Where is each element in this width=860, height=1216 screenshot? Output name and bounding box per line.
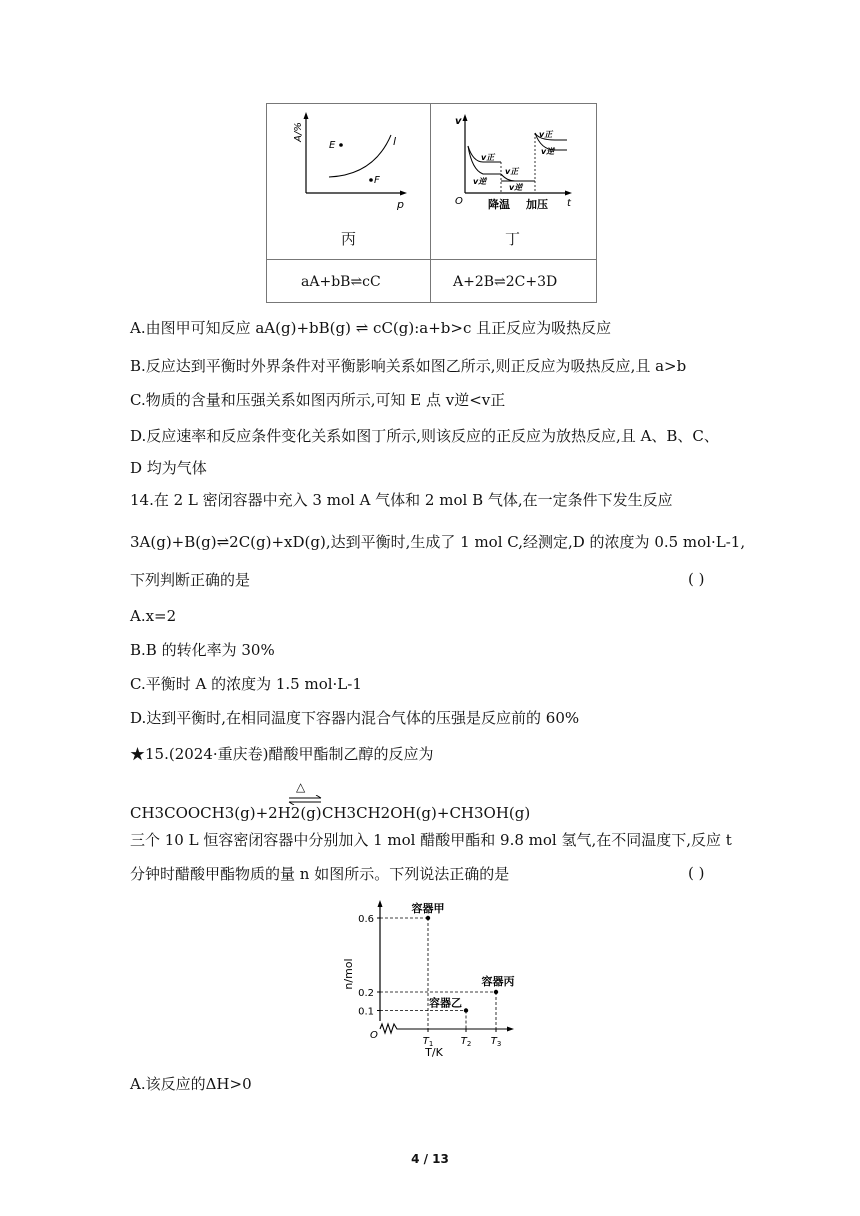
q14-option-b: B.B 的转化率为 30% [130,641,275,659]
caption-ding: 丁 [505,230,521,248]
ding-v-forward-3: v正 [539,130,553,139]
bing-point-e-label: E [329,140,336,151]
ding-v-reverse-3: v逆 [541,147,555,156]
data-point-1 [464,1008,468,1012]
caption-bing: 丙 [341,230,357,248]
bing-point-f [369,178,373,182]
bing-point-e [339,143,343,147]
q13-option-d-line1: D.反应速率和反应条件变化关系如图丁所示,则该反应的正反应为放热反应,且 A、B、C、 [130,427,719,445]
q13-option-a: A.由图甲可知反应 aA(g)+bB(g) ⇌ cC(g):a+b>c 且正反应为吸热反应 [130,319,612,337]
bing-point-f-label: F [374,175,380,186]
q13-option-d-line2: D 均为气体 [130,459,207,477]
q15-option-a: A.该反应的ΔH>0 [130,1075,252,1093]
q14-answer-blank: ( ) [688,570,705,588]
q14-option-c: C.平衡时 A 的浓度为 1.5 mol·L-1 [130,675,362,693]
ding-xlabel: t [567,198,571,209]
q15-equation-rhs: CH3CH2OH(g)+CH3OH(g) [322,804,531,822]
chart-origin: O [370,1030,378,1041]
q15-stem-line2: 三个 10 L 恒容密闭容器中分别加入 1 mol 醋酸甲酯和 9.8 mol 氢气,在不同温度下,反应 t [130,831,732,849]
table-divider-vertical [430,104,431,302]
ding-cond-cooling: 降温 [488,198,510,211]
data-point-2 [494,990,498,994]
chart-n-vs-t [330,896,530,1062]
page-number: 4 / 13 [411,1152,449,1166]
q14-stem-line2: 3A(g)+B(g)⇌2C(g)+xD(g),达到平衡时,生成了 1 mol C,经测定,D 的浓度为 0.5 mol·L-1, [130,533,746,551]
equation-ding: A+2B⇌2C+3D [453,274,558,290]
q15-equation-lhs: CH3COOCH3(g)+2H2(g) [130,804,322,822]
q13-option-b: B.反应达到平衡时外界条件对平衡影响关系如图乙所示,则正反应为吸热反应,且 a>b [130,357,687,375]
q15-answer-blank: ( ) [688,864,705,882]
q14-stem-line1: 14.在 2 L 密闭容器中充入 3 mol A 气体和 2 mol B 气体,在一定条件下发生反应 [130,491,673,509]
y-tick-label-1: 0.2 [358,988,374,999]
ding-origin: O [455,196,463,207]
data-label-2: 容器丙 [481,975,515,988]
chart-xlabel: T/K [425,1046,443,1059]
bing-curve-label: l [393,135,397,148]
q13-option-c: C.物质的含量和压强关系如图丙所示,可知 E 点 v逆<v正 [130,391,506,409]
graph-bing [279,110,419,214]
equation-bing: aA+bB⇌cC [301,274,381,290]
q15-stem-line1: ★15.(2024·重庆卷)醋酸甲酯制乙醇的反应为 [130,745,434,763]
q14-option-a: A.x=2 [130,607,177,625]
data-label-1: 容器乙 [429,996,462,1010]
table-divider-horizontal [267,259,596,260]
x-tick-label-0: $T_1$ [422,1036,434,1048]
x-tick-label-2: $T_3$ [490,1036,502,1048]
q14-option-d: D.达到平衡时,在相同温度下容器内混合气体的压强是反应前的 60% [130,709,580,727]
ding-cond-pressure: 加压 [526,198,548,211]
q15-condition: △ [296,780,306,794]
ding-v-reverse-2: v逆 [509,183,523,192]
ding-ylabel: v [455,116,462,127]
chart-ylabel: n/mol [342,958,355,990]
y-tick-label-2: 0.1 [358,1006,374,1018]
ding-v-reverse-1: v逆 [473,177,487,186]
y-tick-label-0: 0.6 [358,914,374,925]
q15-stem-line3: 分钟时醋酸甲酯物质的量 n 如图所示。下列说法正确的是 [130,865,510,883]
q14-stem-line3: 下列判断正确的是 [130,571,251,589]
graph-ding [443,110,591,214]
bing-xlabel: p [397,198,404,211]
x-tick-label-1: $T_2$ [460,1036,472,1048]
data-label-0: 容器甲 [411,902,445,915]
bing-ylabel: A/% [293,122,304,142]
figure-table [266,103,597,303]
ding-v-forward-2: v正 [505,167,519,176]
ding-v-forward-1: v正 [481,153,495,162]
bing-curve [329,135,391,177]
data-point-0 [426,916,430,920]
